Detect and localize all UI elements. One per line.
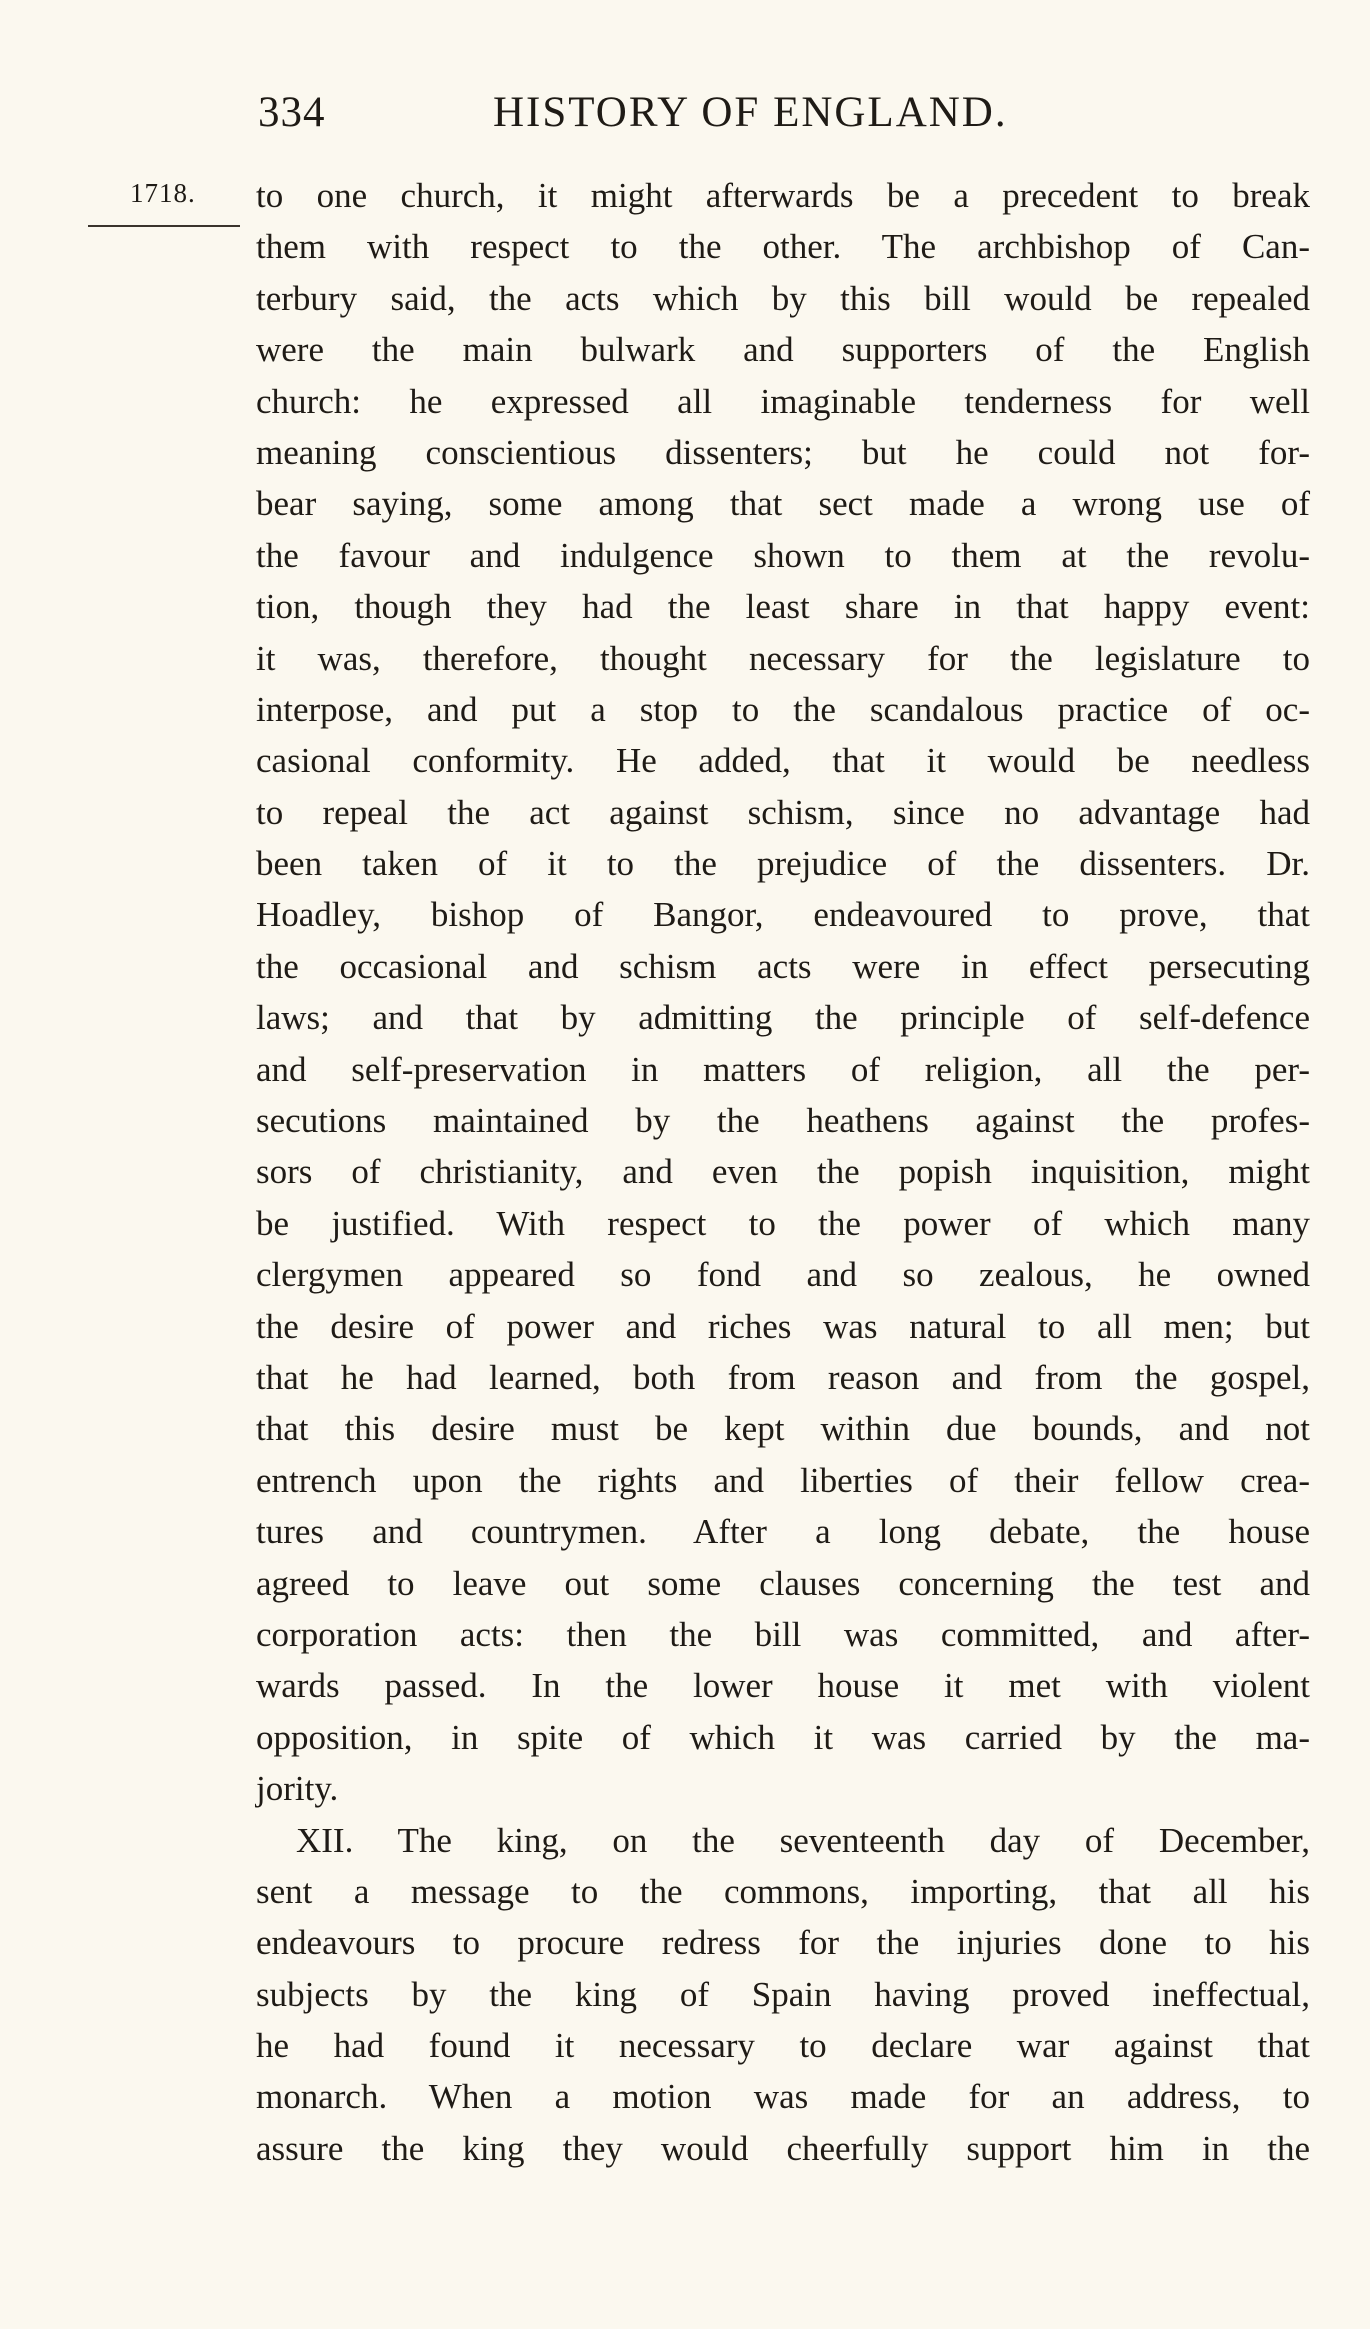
page-number: 334 xyxy=(258,89,326,136)
text-line: agreed to leave out some clauses concerning the test and xyxy=(256,1563,1310,1603)
text-line: assure the king they would cheerfully support him in the xyxy=(256,2128,1310,2168)
text-line: that he had learned, both from reason and from the gospel, xyxy=(256,1357,1310,1397)
text-line: jority. xyxy=(256,1769,339,1809)
text-line: XII. The king, on the seventeenth day of December, xyxy=(296,1820,1310,1860)
text-line: to repeal the act against schism, since no advantage had xyxy=(256,792,1310,832)
margin-rule xyxy=(88,225,240,227)
text-line: were the main bulwark and supporters of the English xyxy=(256,330,1310,370)
text-line: sors of christianity, and even the popish inquisition, might xyxy=(256,1152,1310,1192)
text-line: tures and countrymen. After a long debate, the house xyxy=(256,1512,1310,1552)
text-line: been taken of it to the prejudice of the dissenters. Dr. xyxy=(256,844,1310,884)
body-text xyxy=(256,170,1310,2174)
text-line: corporation acts: then the bill was committed, and after- xyxy=(256,1614,1310,1654)
text-line: casional conformity. He added, that it would be needless xyxy=(256,741,1310,781)
text-line: opposition, in spite of which it was carried by the ma- xyxy=(256,1717,1310,1757)
text-line: sent a message to the commons, importing, that all his xyxy=(256,1871,1310,1911)
text-line: and self-preservation in matters of religion, all the per- xyxy=(256,1049,1310,1089)
text-line: it was, therefore, thought necessary for the legislature to xyxy=(256,638,1310,678)
text-line: endeavours to procure redress for the injuries done to his xyxy=(256,1923,1310,1963)
text-line: the favour and indulgence shown to them at the revolu- xyxy=(256,535,1310,575)
text-line: secutions maintained by the heathens against the profes- xyxy=(256,1101,1310,1141)
text-line: church: he expressed all imaginable tenderness for well xyxy=(256,381,1310,421)
text-line: be justified. With respect to the power of which many xyxy=(256,1203,1310,1243)
text-line: the desire of power and riches was natural to all men; but xyxy=(256,1306,1310,1346)
page-header xyxy=(0,88,1370,148)
text-line: interpose, and put a stop to the scandalous practice of oc- xyxy=(256,689,1310,729)
text-line: to one church, it might afterwards be a precedent to break xyxy=(256,176,1310,215)
text-line: bear saying, some among that sect made a wrong use of xyxy=(256,484,1310,524)
text-line: them with respect to the other. The archbishop of Can- xyxy=(256,227,1310,267)
running-title: HISTORY OF ENGLAND. xyxy=(493,89,1008,136)
text-line: tion, though they had the least share in that happy event: xyxy=(256,587,1310,627)
text-line: subjects by the king of Spain having proved ineffectual, xyxy=(256,1974,1310,2014)
text-line: terbury said, the acts which by this bill would be repealed xyxy=(256,278,1310,318)
text-line: he had found it necessary to declare war against that xyxy=(256,2026,1310,2066)
text-line: that this desire must be kept within due bounds, and not xyxy=(256,1409,1310,1449)
text-line: wards passed. In the lower house it met with violent xyxy=(256,1666,1310,1706)
text-line: entrench upon the rights and liberties of their fellow crea- xyxy=(256,1460,1310,1500)
text-line: monarch. When a motion was made for an address, to xyxy=(256,2077,1310,2117)
text-line: clergymen appeared so fond and so zealous, he owned xyxy=(256,1255,1310,1295)
text-line: laws; and that by admitting the principle of self-defence xyxy=(256,998,1310,1038)
text-line: meaning conscientious dissenters; but he could not for- xyxy=(256,432,1310,472)
text-line: Hoadley, bishop of Bangor, endeavoured to prove, that xyxy=(256,895,1310,935)
margin-year-note: 1718. xyxy=(130,178,196,208)
text-line: the occasional and schism acts were in effect persecuting xyxy=(256,946,1310,986)
